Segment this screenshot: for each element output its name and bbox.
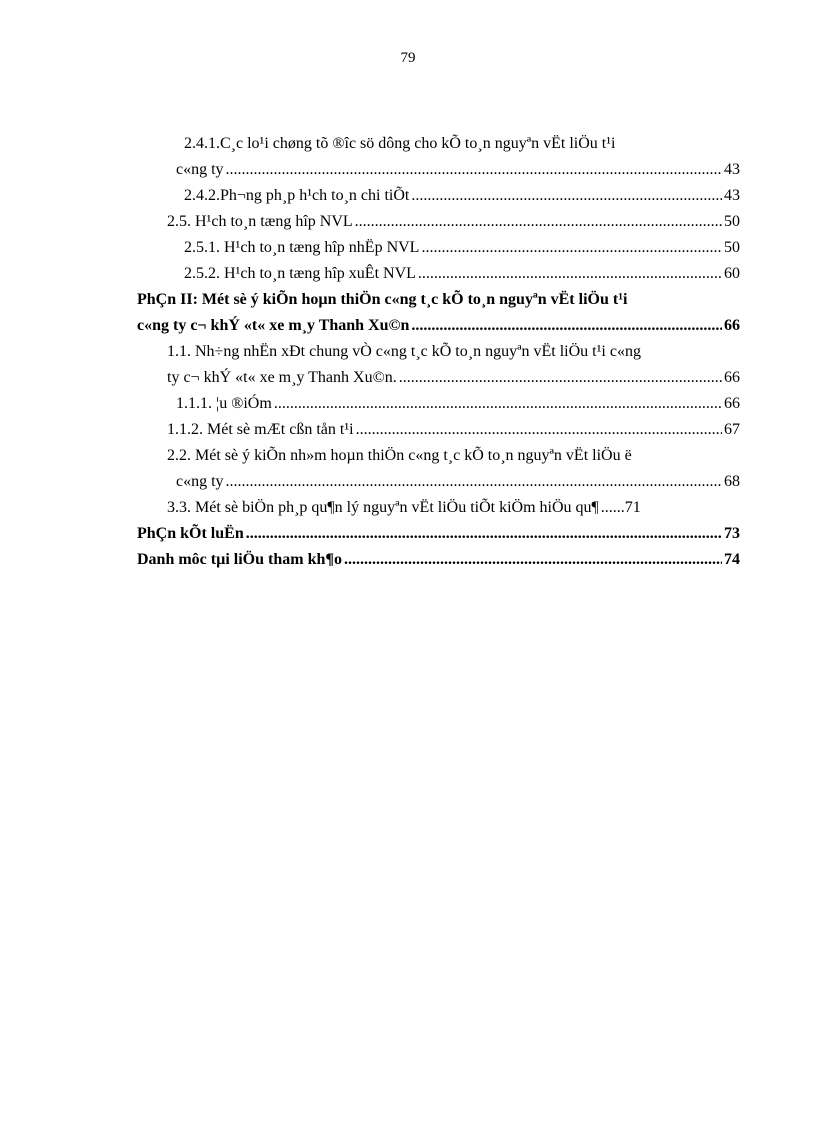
dot-leader: [274, 391, 722, 417]
toc-entry-1-1-1: [137, 391, 740, 417]
table-of-contents: [137, 131, 740, 573]
dot-leader-short: ......: [600, 499, 625, 516]
toc-entry-1-1-2: [137, 417, 740, 443]
dot-leader: [226, 157, 722, 183]
dot-leader: [411, 183, 722, 209]
toc-conclusion: [137, 521, 740, 547]
toc-entry-page: 66: [724, 369, 740, 386]
toc-entry-1-1: [137, 339, 740, 365]
toc-entry-page: 43: [724, 187, 740, 204]
toc-entry-label: 2.5.1. H¹ch to¸n tæng hîp nhËp NVL: [184, 239, 420, 256]
toc-entry-page: 71: [624, 499, 641, 516]
toc-entry-label: 1.1.1. ¦u ®iÓm: [176, 395, 272, 412]
toc-entry-2-4-1-cont: [137, 157, 740, 183]
toc-entry-1-1-cont: [137, 365, 740, 391]
toc-entry-page: 66: [724, 317, 740, 334]
toc-entry-2-2: [137, 443, 740, 469]
dot-leader: [418, 261, 722, 287]
toc-entry-page: 50: [724, 213, 740, 230]
dot-leader: [344, 547, 722, 573]
toc-entry-2-5-2: [137, 261, 740, 287]
toc-entry-label: 2.5. H¹ch to¸n tæng hîp NVL: [167, 213, 353, 230]
toc-entry-page: 68: [724, 473, 740, 490]
toc-entry-label: 2.4.1.C¸c lo¹i chøng tõ ®îc sö dông cho kÕ to¸n nguyªn vËt liÖu t¹i: [184, 135, 616, 152]
toc-entry-label: c«ng ty: [176, 473, 224, 490]
dot-leader: [421, 235, 722, 261]
toc-references: [137, 547, 740, 573]
toc-entry-label: PhÇn kÕt luËn: [137, 525, 244, 542]
dot-leader: [399, 365, 722, 391]
toc-entry-page: 66: [724, 395, 740, 412]
toc-part-2-cont: [137, 313, 740, 339]
dot-leader: [226, 469, 722, 495]
toc-entry-page: 73: [724, 525, 740, 542]
toc-entry-page: 74: [724, 551, 740, 568]
toc-entry-2-4-2: [137, 183, 740, 209]
toc-entry-label: 1.1.2. Mét sè mÆt cßn tån t¹i: [167, 421, 354, 438]
dot-leader: [355, 209, 722, 235]
toc-entry-page: 67: [724, 421, 740, 438]
toc-entry-3-3: [137, 495, 740, 521]
toc-entry-label: Danh môc tµi liÖu tham kh¶o: [137, 551, 342, 568]
toc-entry-page: 43: [724, 161, 740, 178]
toc-entry-label: 1.1. Nh÷ng nhËn xÐt chung vÒ c«ng t¸c kÕ to¸n nguyªn vËt liÖu t¹i c«ng: [167, 343, 641, 360]
page-number: 79: [400, 50, 416, 66]
toc-entry-page: 60: [724, 265, 740, 282]
toc-entry-label: 3.3. Mét sè biÖn ph¸p qu¶n lý nguyªn vËt liÖu tiÕt kiÖm hiÖu qu¶: [167, 499, 599, 516]
toc-entry-2-4-1: [137, 131, 740, 157]
toc-entry-label: PhÇn II: Mét sè ý kiÕn hoµn thiÖn c«ng t¸c kÕ to¸n nguyªn vËt liÖu t¹i: [137, 291, 628, 308]
toc-entry-2-5: [137, 209, 740, 235]
toc-entry-label: 2.2. Mét sè ý kiÕn nh»m hoµn thiÖn c«ng t¸c kÕ to¸n nguyªn vËt liÖu ë: [167, 447, 632, 464]
toc-part-2: [137, 287, 740, 313]
toc-entry-label: 2.5.2. H¹ch to¸n tæng hîp xuÊt NVL: [184, 265, 416, 282]
dot-leader: [246, 521, 722, 547]
toc-entry-label: 2.4.2.Ph¬ng ph¸p h¹ch to¸n chi tiÕt: [184, 187, 410, 204]
toc-entry-2-5-1: [137, 235, 740, 261]
toc-entry-label: c«ng ty c¬ khÝ «t« xe m¸y Thanh Xu©n: [137, 317, 410, 334]
toc-entry-2-2-cont: [137, 469, 740, 495]
dot-leader: [356, 417, 722, 443]
toc-entry-page: 50: [724, 239, 740, 256]
toc-entry-label: ty c¬ khÝ «t« xe m¸y Thanh Xu©n.: [167, 369, 397, 386]
dot-leader: [411, 313, 722, 339]
toc-entry-label: c«ng ty: [176, 161, 224, 178]
